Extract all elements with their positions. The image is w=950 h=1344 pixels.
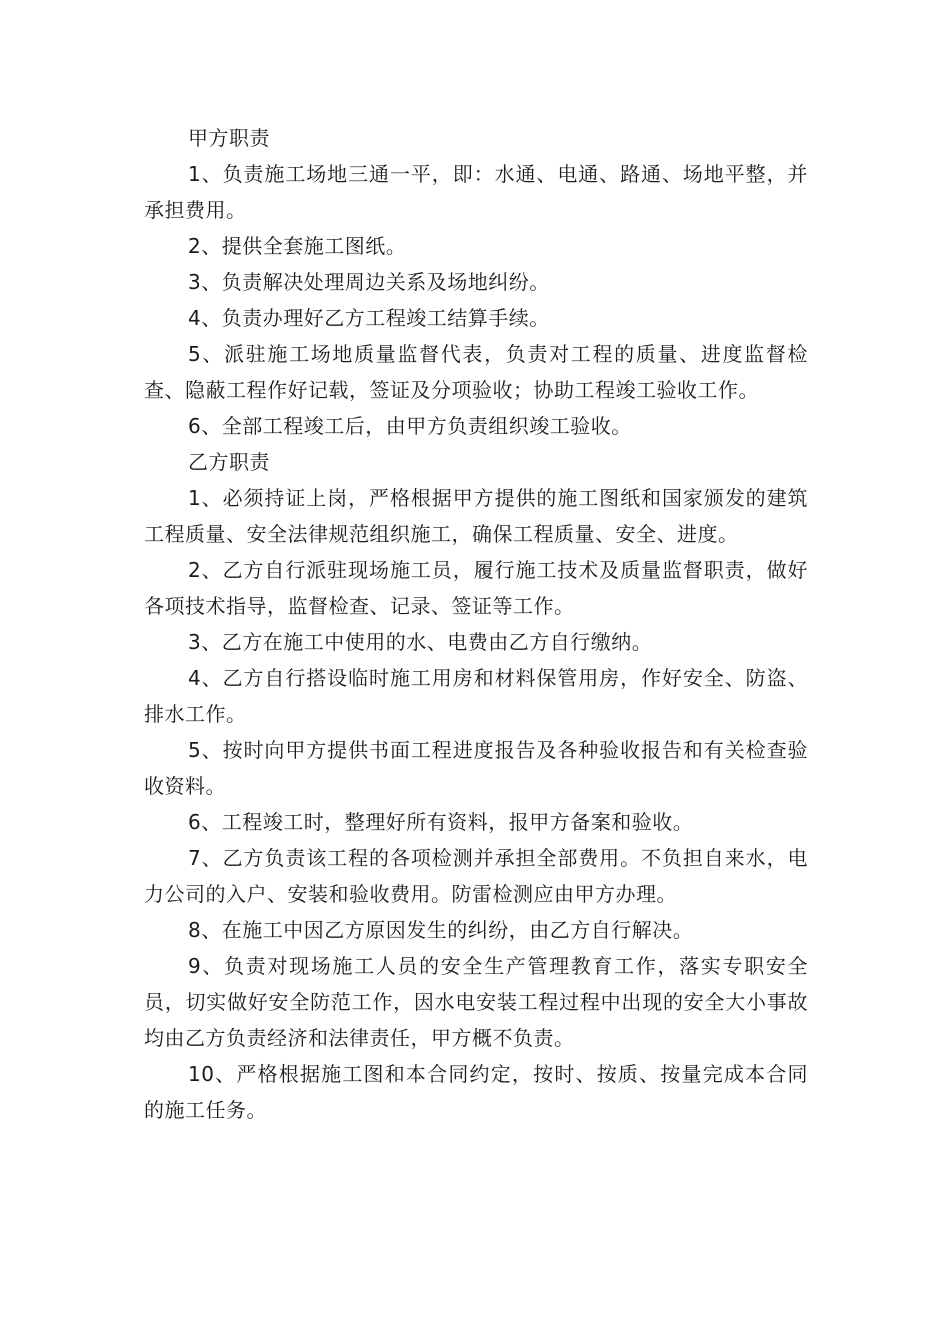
section-b-item: 8、在施工中因乙方原因发生的纠纷，由乙方自行解决。 [188,918,694,942]
section-b-item: 2、乙方自行派驻现场施工员，履行施工技术及质量监督职责，做好各项技术指导，监督检查、记录、签证等工作。 [144,558,808,618]
section-b-item: 3、乙方在施工中使用的水、电费由乙方自行缴纳。 [188,630,653,654]
section-a-item: 6、全部工程竣工后，由甲方负责组织竣工验收。 [188,414,632,438]
section-b-item: 5、按时向甲方提供书面工程进度报告及各种验收报告和有关检查验收资料。 [144,738,808,798]
section-a-title: 甲方职责 [188,126,270,150]
document-body [144,120,808,1128]
section-b-title: 乙方职责 [188,450,270,474]
section-b-item: 10、严格根据施工图和本合同约定，按时、按质、按量完成本合同的施工任务。 [144,1062,808,1122]
section-a-item: 2、提供全套施工图纸。 [188,234,407,258]
section-b-item: 1、必须持证上岗，严格根据甲方提供的施工图纸和国家颁发的建筑工程质量、安全法律规范组织施工，确保工程质量、安全、进度。 [144,486,808,546]
section-b-item: 9、负责对现场施工人员的安全生产管理教育工作，落实专职安全员，切实做好安全防范工作，因水电安装工程过程中出现的安全大小事故均由乙方负责经济和法律责任，甲方概不负责。 [144,954,808,1050]
section-b-item: 7、乙方负责该工程的各项检测并承担全部费用。不负担自来水，电力公司的入户、安装和验收费用。防雷检测应由甲方办理。 [144,846,808,906]
section-b-item: 6、工程竣工时，整理好所有资料，报甲方备案和验收。 [188,810,694,834]
section-a-item: 1、负责施工场地三通一平，即：水通、电通、路通、场地平整，并承担费用。 [144,162,808,222]
section-a-item: 3、负责解决处理周边关系及场地纠纷。 [188,270,550,294]
section-a-item: 5、派驻施工场地质量监督代表，负责对工程的质量、进度监督检查、隐蔽工程作好记载，签证及分项验收；协助工程竣工验收工作。 [144,342,808,402]
section-b-item: 4、乙方自行搭设临时施工用房和材料保管用房，作好安全、防盗、排水工作。 [144,666,808,726]
section-a-item: 4、负责办理好乙方工程竣工结算手续。 [188,306,550,330]
